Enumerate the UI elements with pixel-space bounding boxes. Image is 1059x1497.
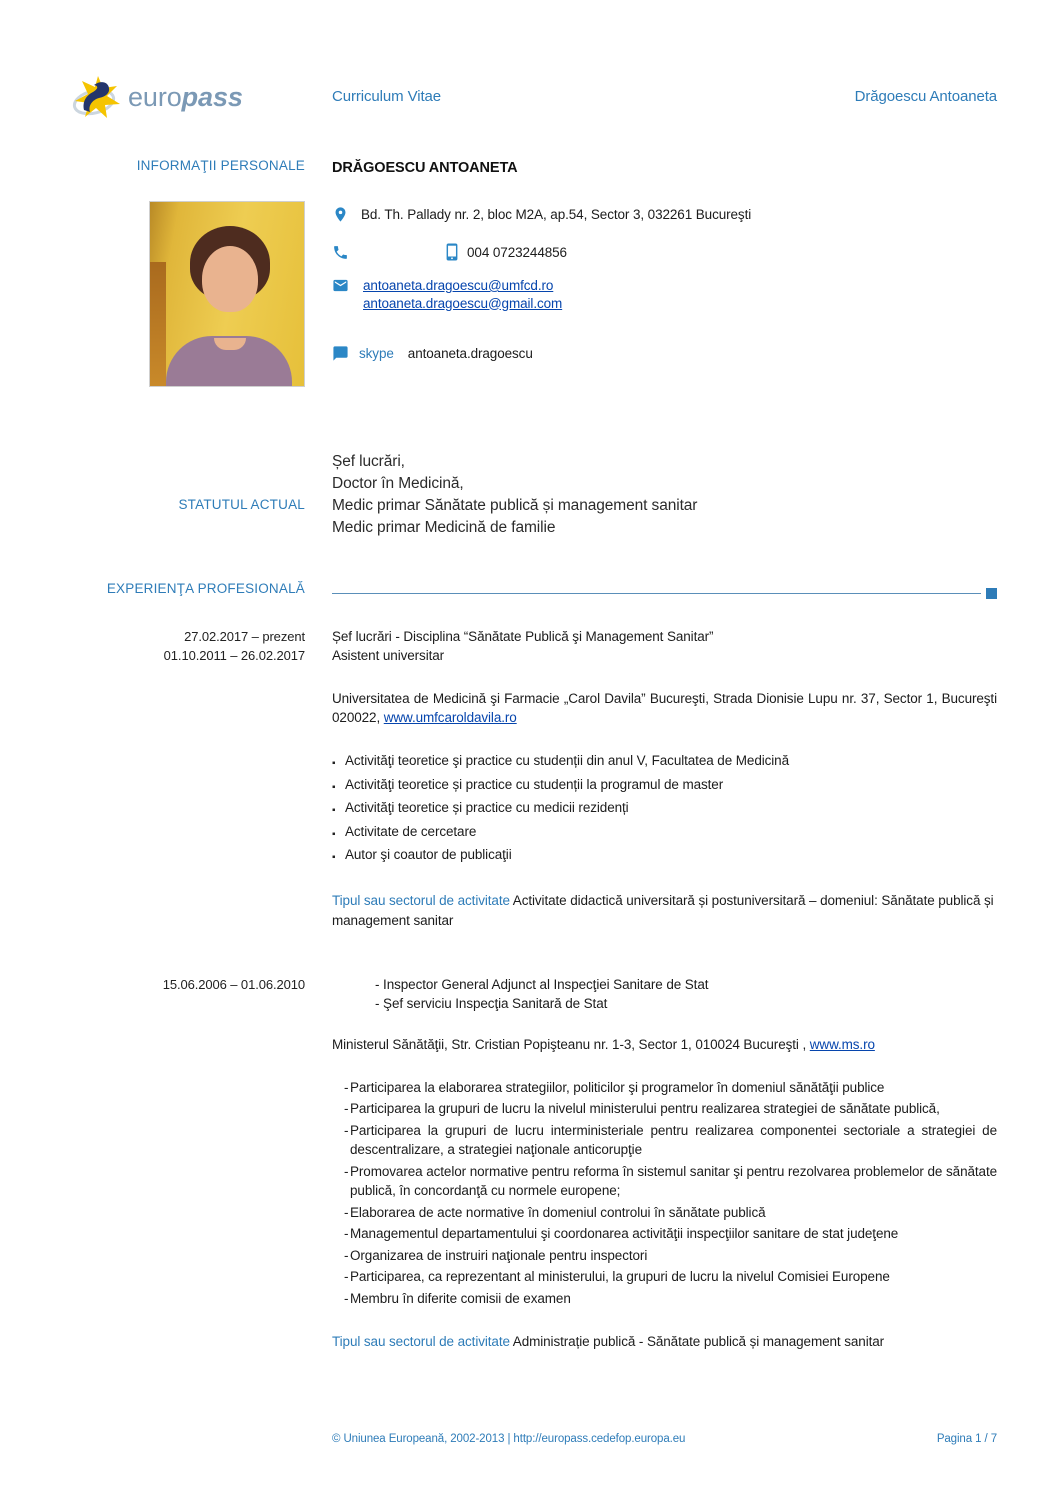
job2-employer-text: Ministerul Sănătăţii, Str. Cristian Popişteanu nr. 1-3, Sector 1, 010024 Bucureşti , [332,1036,810,1052]
page-footer [332,1433,997,1445]
activity-item: ▪ Activitate de cercetare [332,822,997,846]
phone-row [332,243,997,261]
status-line: Doctor în Medicină, [332,475,464,492]
activity-item: - Participarea, ca reprezentant al ministerului, la grupuri de lucru la nivelul Comisiei Europene [332,1267,997,1287]
activity-item: - Managementul departamentului şi coordonarea activităţii inspecţiilor sanitare de stat judeţene [332,1224,997,1244]
full-name: DRĂGOESCU ANTOANETA [332,160,518,176]
job1-title-2: Asistent universitar [332,648,445,663]
europass-star-icon [72,74,124,120]
job1-activities-row [0,727,1059,931]
europass-logo [72,74,243,120]
activity-item: ▪ Autor şi coautor de publicaţii [332,845,997,869]
section-marker-square [986,588,997,599]
job2-date-range: 15.06.2006 – 01.06.2010 [162,976,305,992]
job2-title-1: - Inspector General Adjunct al Inspecţiei Sanitare de Stat [375,976,709,992]
section-personal-info [0,158,1059,387]
header-person-name: Drăgoescu Antoaneta [854,88,997,105]
mobile-phone-icon [445,243,459,261]
job-entry-1 [0,627,1059,665]
job1-sector-label: Tipul sau sectorul de activitate [332,892,510,908]
address-text: Bd. Th. Pallady nr. 2, bloc M2A, ap.54, Sector 3, 032261 Bucureşti [361,207,752,222]
activity-item: ▪ Activităţi teoretice și practice cu studenții la programul de master [332,775,997,799]
activity-item: - Elaborarea de acte normative în domeniul controlui în sănătate publică [332,1203,997,1223]
activity-item: - Promovarea actelor normative pentru reforma în sistemul sanitar şi pentru rezolvarea problemelor de sănătate publică, în concordanţă cu normele europene; [332,1162,997,1201]
photo-face [202,246,258,312]
job2-employer-link[interactable]: www.ms.ro [809,1036,875,1052]
im-label: skype [359,346,394,361]
document-title: Curriculum Vitae [332,88,441,105]
instant-messaging-row [332,345,997,362]
photo-background [150,262,166,387]
job2-activity-list [332,1078,997,1309]
activity-item: - Participarea la grupuri de lucru interministeriale pentru realizarea componentei sectoriale a strategiei de descentralizare, a strategiei naţionale anticorupţie [332,1121,997,1160]
activity-item: - Organizarea de instruiri naţionale pentru inspectori [332,1246,997,1266]
logo-text [128,74,243,120]
email-link-umfcd[interactable]: antoaneta.dragoescu@umfcd.ro [363,278,554,293]
section-label-experience: EXPERIENŢA PROFESIONALĂ [106,581,305,596]
status-line: Șef lucrări, [332,453,405,470]
job2-title-2: - Şef serviciu Inspecţia Sanitară de Stat [375,995,608,1011]
footer-page-number: Pagina 1 / 7 [936,1433,997,1445]
address-row [332,206,997,223]
job2-sector-text: Administrație publică - Sănătate publică și management sanitar [509,1334,885,1349]
job1-employer-text: Universitatea de Medicină şi Farmacie „Carol Davila” Bucureşti, Strada Dionisie Lupu nr. 37, Sector 1, Bucureşti 020022, [332,691,997,725]
section-experience-header [0,581,1059,601]
activity-item: - Membru în diferite comisii de examen [332,1289,997,1309]
im-value: antoaneta.dragoescu [407,346,533,361]
logo-text-pass: pass [181,82,243,112]
email-links [363,277,562,312]
job-entry-2 [0,975,1059,1013]
section-label-personal-info: INFORMAŢII PERSONALE [136,158,305,173]
activity-item: - Participarea la grupuri de lucru la nivelul ministerului pentru realizarea strategiei de sănătate publică, [332,1099,997,1119]
phone-number: 004 0723244856 [467,244,567,260]
job2-sector-label: Tipul sau sectorul de activitate [332,1334,510,1349]
status-line: Medic primar Sănătate publică și management sanitar [332,497,698,514]
logo-text-euro: euro [128,82,182,112]
job1-sector-text: Activitate didactică universitară și postuniversitară – domeniul: Sănătate publică și management sanitar [332,892,994,928]
job2-activities-row [0,1054,1059,1353]
job1-date-range-1: 27.02.2017 – prezent [184,629,305,644]
job2-employer-row [0,1013,1059,1054]
phone-handset-icon [332,244,349,261]
job1-sector [332,891,997,931]
email-row [332,277,997,312]
portrait-photo [149,201,305,387]
job1-employer-row [0,665,1059,727]
location-pin-icon [332,206,349,223]
section-label-status: STATUTUL ACTUAL [178,497,305,512]
footer-copyright: © Uniunea Europeană, 2002-2013 | http://europass.cedefop.europa.eu [332,1433,686,1445]
section-divider-line [332,593,981,594]
activity-item: - Participarea la elaborarea strategiilor, politicilor şi programelor în domeniul sănătăţii publice [332,1078,997,1098]
job2-sector [332,1332,997,1352]
activity-item: ▪ Activităţi teoretice şi practice cu studenții din anul V, Facultatea de Medicină [332,751,997,775]
job1-employer-link[interactable]: www.umfcaroldavila.ro [383,710,517,725]
chat-bubble-icon [332,345,349,362]
activity-item: ▪ Activităţi teoretice și practice cu medicii rezidenți [332,798,997,822]
section-current-status [0,451,1059,539]
email-link-gmail[interactable]: antoaneta.dragoescu@gmail.com [363,295,563,311]
job1-date-range-2: 01.10.2011 – 26.02.2017 [163,648,305,663]
job1-activity-list [332,751,997,869]
job1-title-1: Șef lucrări - Disciplina “Sănătate Publică şi Management Sanitar” [332,629,714,644]
envelope-icon [332,277,349,294]
page-header [0,0,1059,120]
status-line: Medic primar Medicină de familie [332,519,556,536]
